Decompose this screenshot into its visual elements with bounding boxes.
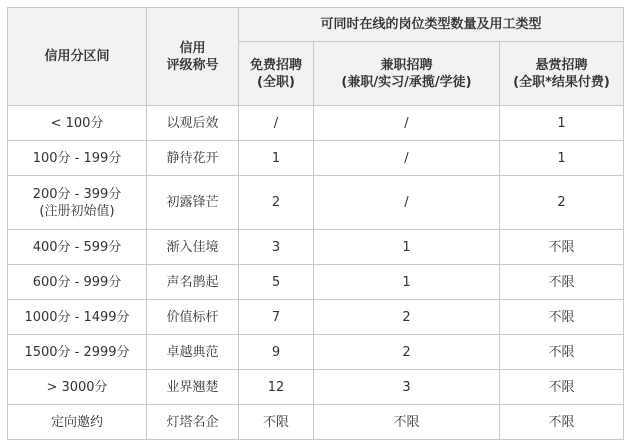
- header-free-recruitment: [239, 42, 314, 106]
- cell-free: 3: [239, 230, 314, 265]
- header-part-line-1: 兼职招聘: [380, 57, 433, 73]
- cell-free: /: [239, 106, 314, 141]
- cell-title: 业界翘楚: [147, 370, 239, 405]
- table-row: [8, 176, 624, 230]
- cell-range: [8, 335, 147, 370]
- table-body: [8, 106, 624, 440]
- cell-range: [8, 265, 147, 300]
- cell-range: [8, 106, 147, 141]
- cell-reward: 不限: [500, 265, 624, 300]
- table-row: [8, 405, 624, 440]
- cell-free: 不限: [239, 405, 314, 440]
- cell-range-line: 400分 - 599分: [32, 239, 122, 255]
- cell-range-line: 100分 - 199分: [32, 150, 122, 166]
- header-part-time-recruitment: [314, 42, 500, 106]
- cell-part: 1: [314, 230, 500, 265]
- cell-range: [8, 176, 147, 230]
- header-credit-level: [147, 8, 239, 106]
- cell-range-line: (注册初始值): [39, 203, 115, 219]
- cell-title: 卓越典范: [147, 335, 239, 370]
- cell-reward: 1: [500, 106, 624, 141]
- cell-free: 7: [239, 300, 314, 335]
- cell-part: 2: [314, 300, 500, 335]
- header-free-line-1: 免费招聘: [249, 57, 302, 73]
- cell-free: 12: [239, 370, 314, 405]
- cell-range-line: 1000分 - 1499分: [24, 309, 130, 325]
- table-row: [8, 106, 624, 141]
- cell-reward: 1: [500, 141, 624, 176]
- table-row: [8, 230, 624, 265]
- table-row: [8, 300, 624, 335]
- cell-range: [8, 141, 147, 176]
- cell-reward: 不限: [500, 370, 624, 405]
- cell-range-line: 600分 - 999分: [32, 274, 122, 290]
- cell-free: 1: [239, 141, 314, 176]
- cell-reward: 不限: [500, 335, 624, 370]
- cell-range-line: > 3000分: [46, 379, 108, 395]
- cell-title: 灯塔名企: [147, 405, 239, 440]
- cell-title: 以观后效: [147, 106, 239, 141]
- credit-rating-table: [7, 7, 624, 440]
- header-reward-line-1: 悬赏招聘: [535, 57, 588, 73]
- cell-title: 价值标杆: [147, 300, 239, 335]
- cell-free: 5: [239, 265, 314, 300]
- cell-title: 渐入佳境: [147, 230, 239, 265]
- cell-title: 静待花开: [147, 141, 239, 176]
- cell-part: 2: [314, 335, 500, 370]
- header-free-line-2: (全职): [257, 74, 295, 90]
- table-row: [8, 335, 624, 370]
- cell-part: 不限: [314, 405, 500, 440]
- header-reward-recruitment: [500, 42, 624, 106]
- table-row: [8, 265, 624, 300]
- cell-range: [8, 405, 147, 440]
- cell-range-line: 定向邀约: [50, 414, 103, 430]
- cell-title: 初露锋芒: [147, 176, 239, 230]
- cell-range-line: 200分 - 399分: [32, 186, 122, 202]
- header-credit-level-line-1: 信用: [179, 40, 206, 56]
- header-credit-level-line-2: 评级称号: [166, 57, 219, 73]
- table-row: [8, 141, 624, 176]
- cell-range: [8, 300, 147, 335]
- cell-title: 声名鹊起: [147, 265, 239, 300]
- cell-part: 1: [314, 265, 500, 300]
- cell-part: 3: [314, 370, 500, 405]
- table-row: [8, 370, 624, 405]
- header-part-line-2: (兼职/实习/承揽/学徒): [341, 74, 472, 90]
- cell-reward: 不限: [500, 405, 624, 440]
- header-reward-line-2: (全职*结果付费): [513, 74, 610, 90]
- cell-range-line: < 100分: [50, 115, 104, 131]
- cell-range: [8, 370, 147, 405]
- cell-reward: 不限: [500, 300, 624, 335]
- cell-range-line: 1500分 - 2999分: [24, 344, 130, 360]
- cell-range: [8, 230, 147, 265]
- header-job-types-group: 可同时在线的岗位类型数量及用工类型: [239, 8, 624, 42]
- cell-reward: 不限: [500, 230, 624, 265]
- cell-free: 9: [239, 335, 314, 370]
- cell-part: /: [314, 106, 500, 141]
- cell-part: /: [314, 176, 500, 230]
- cell-reward: 2: [500, 176, 624, 230]
- table-header: [8, 8, 624, 106]
- cell-free: 2: [239, 176, 314, 230]
- cell-part: /: [314, 141, 500, 176]
- header-credit-range: 信用分区间: [8, 8, 147, 106]
